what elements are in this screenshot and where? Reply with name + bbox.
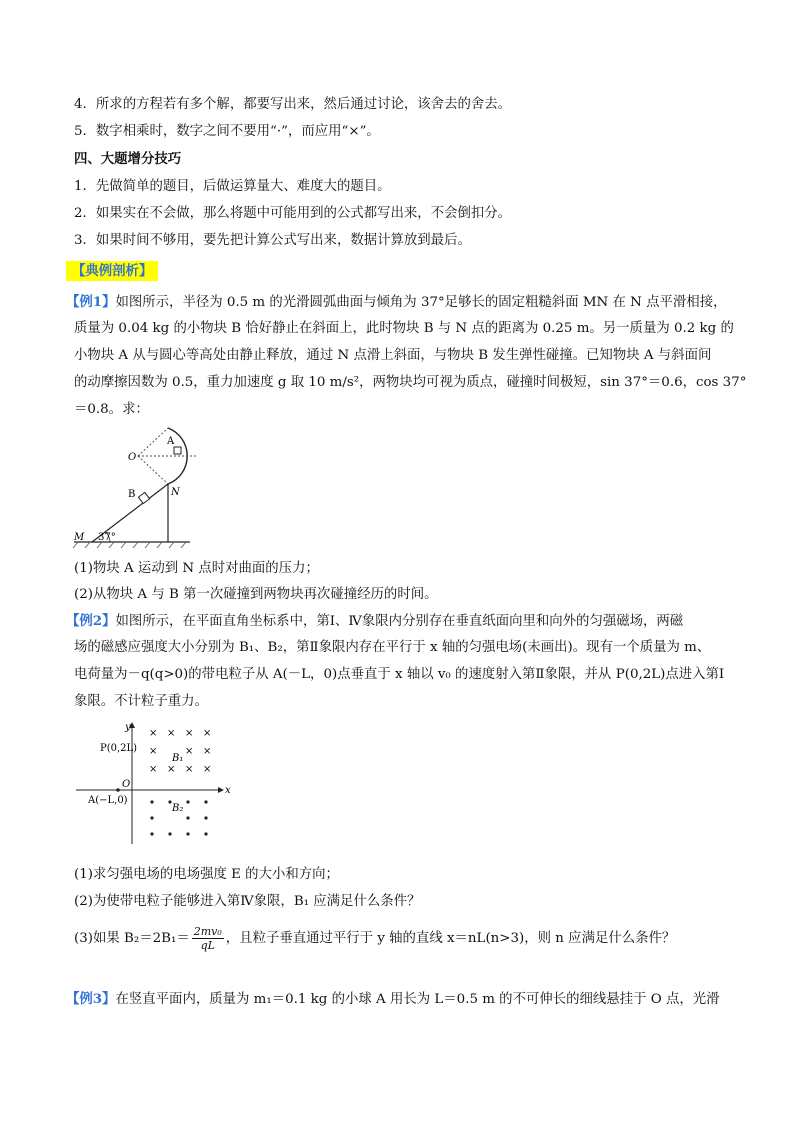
label-B: B: [128, 489, 136, 500]
field-cross: ×: [167, 764, 176, 775]
field-dot: [204, 800, 207, 803]
magnetic-field-into-page: [149, 728, 211, 775]
example-1-label: 【例1】: [66, 294, 116, 310]
field-dot: [204, 832, 207, 835]
label-P: P(0,2L): [100, 743, 138, 754]
section-heading: 四、大题增分技巧: [74, 151, 182, 167]
example-3-label: 【例3】: [66, 991, 116, 1007]
example-1-question-1: (1)物块 A 运动到 N 点时对曲面的压力；: [74, 561, 319, 576]
field-cross: ×: [167, 728, 176, 739]
field-dot: [186, 832, 189, 835]
label-y-axis: y: [125, 722, 131, 733]
field-dot: [168, 832, 171, 835]
label-A-point: A(−L,0): [88, 795, 128, 806]
example-2-line-4: 象限。不计粒子重力。: [74, 694, 208, 709]
coordinate-field-diagram: [72, 720, 232, 848]
label-A: A: [167, 436, 175, 447]
example-2-label: 【例2】: [66, 613, 116, 629]
tip-line-4: 4．所求的方程若有多个解，都要写出来，然后通过讨论，该舍去的舍去。: [74, 97, 512, 112]
tip-line-5: 5．数字相乘时，数字之间不要用“·”，而应用“×”。: [74, 124, 380, 139]
example-1-line-1: 【例1】如图所示，半径为 0.5 m 的光滑圆弧曲面与倾角为 37°足够长的固定粗糙斜面 MN 在 N 点平滑相接，: [66, 294, 727, 310]
field-dot: [204, 816, 207, 819]
example-2-question-1: (1)求匀强电场的电场强度 E 的大小和方向；: [74, 867, 339, 882]
example-2-question-3: (3)如果 B₂＝2B₁＝ $\frac{\text{2mv₀}}{qL}$ ，且粒子垂直通过平行于 y 轴的直线 x＝nL(n>3)，则 n 应满足什么条件？: [74, 925, 676, 952]
skill-line-2: 2．如果实在不会做，那么将题中可能用到的公式都写出来，不会倒扣分。: [74, 206, 512, 221]
field-dot: [186, 800, 189, 803]
example-2-line-2: 场的磁感应强度大小分别为 B₁、B₂，第Ⅱ象限内存在平行于 x 轴的匀强电场(未画出)。现有一个质量为 m、: [74, 640, 711, 655]
field-cross: ×: [149, 728, 158, 739]
field-cross: ×: [203, 728, 212, 739]
label-N: N: [171, 487, 180, 498]
label-origin: O: [122, 779, 131, 790]
example-1-line-5: ＝0.8。求：: [74, 402, 149, 417]
example-1-line-2: 质量为 0.04 kg 的小物块 B 恰好静止在斜面上，此时物块 B 与 N 点的距离为 0.25 m。另一质量为 0.2 kg 的: [74, 321, 734, 336]
example-2-line-1: 【例2】如图所示，在平面直角坐标系中，第Ⅰ、Ⅳ象限内分别存在垂直纸面向里和向外的匀强磁场，两磁: [66, 613, 684, 629]
skill-line-1: 1．先做简单的题目，后做运算量大、难度大的题目。: [74, 179, 391, 194]
field-cross: ×: [149, 746, 158, 757]
example-1-line-4: 的动摩擦因数为 0.5，重力加速度 g 取 10 m/s²，两物块均可视为质点，碰撞时间极短，sin 37°＝0.6，cos 37°: [74, 375, 747, 390]
example-2-line-3: 电荷量为－q(q>0)的带电粒子从 A(－L，0)点垂直于 x 轴以 v₀ 的速度射入第Ⅱ象限，并从 P(0,2L)点进入第Ⅰ: [74, 667, 725, 682]
field-dot: [150, 800, 153, 803]
field-cross: ×: [185, 764, 194, 775]
example-3-line-1: 【例3】在竖直平面内，质量为 m₁＝0.1 kg 的小球 A 用长为 L＝0.5 m 的不可伸长的细线悬挂于 O 点，光滑: [66, 991, 720, 1007]
field-cross: ×: [203, 764, 212, 775]
label-angle: 37°: [98, 532, 116, 543]
fraction: $\frac{\text{2mv₀}}{qL}$: [193, 925, 222, 952]
field-dot: [186, 816, 189, 819]
field-cross: ×: [185, 746, 194, 757]
example-2-question-2: (2)为使带电粒子能够进入第Ⅳ象限，B₁ 应满足什么条件？: [74, 894, 421, 909]
section-tag: 【典例剖析】: [66, 261, 158, 281]
field-cross: ×: [149, 764, 158, 775]
label-B2: B₂: [172, 803, 184, 814]
skill-line-3: 3．如果时间不够用，要先把计算公式写出来，数据计算放到最后。: [74, 233, 471, 248]
label-x-axis: x: [225, 785, 231, 796]
label-O: O: [128, 452, 137, 463]
example-1-question-2: (2)从物块 A 与 B 第一次碰撞到两物块再次碰撞经历的时间。: [74, 587, 438, 602]
field-dot: [150, 816, 153, 819]
field-dot: [150, 832, 153, 835]
field-cross: ×: [185, 728, 194, 739]
incline-arc-diagram: [70, 422, 200, 550]
label-M: M: [74, 532, 85, 543]
field-cross: ×: [203, 746, 212, 757]
label-B1: B₁: [172, 753, 184, 764]
example-1-line-3: 小物块 A 从与圆心等高处由静止释放，通过 N 点滑上斜面，与物块 B 发生弹性碰撞。已知物块 A 与斜面间: [74, 348, 712, 363]
